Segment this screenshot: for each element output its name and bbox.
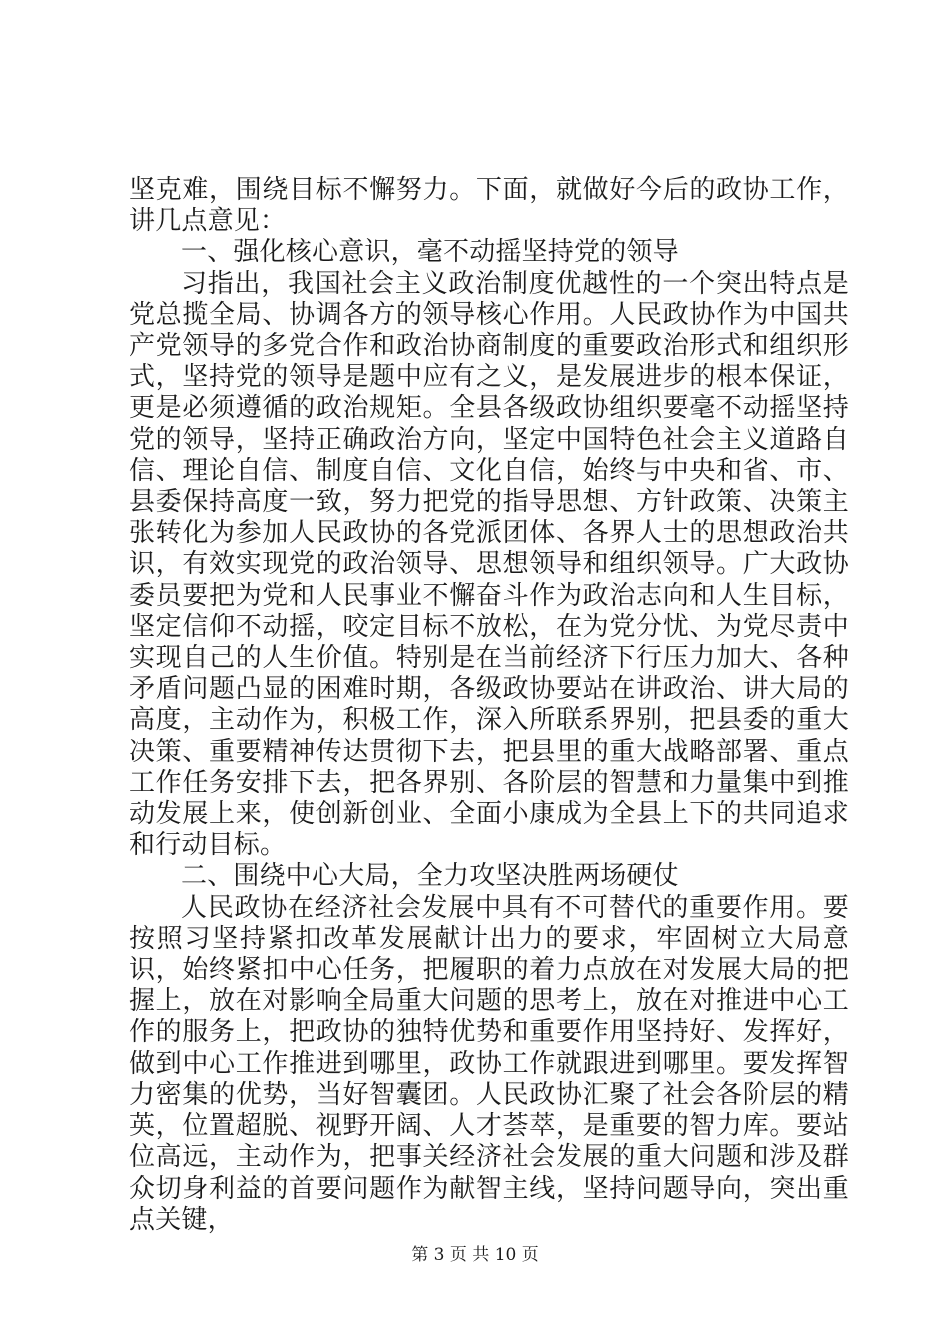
section-heading-2: 二、围绕中心大局，全力攻坚决胜两场硬仗 [181, 861, 679, 892]
page-number: 第 3 页 共 10 页 [411, 1245, 539, 1265]
page-footer [0, 1244, 950, 1266]
paragraph-section-1: 习指出，我国社会主义政治制度优越性的一个突出特点是党总揽全局、协调各方的领导核心作用。人民政协作为中国共产党领导的多党合作和政治协商制度的重要政治形式和组织形式，坚持党的领导是题中应有之义，是发展进步的根本保证，更是必须遵循的政治规矩。全县各级政协组织要毫不动摇坚持党的领导，坚持正确政治方向，坚定中国特色社会主义道路自信、理论自信、制度自信、文化自信，始终与中央和省、市、县委保持高度一致，努力把党的指导思想、方针政策、决策主张转化为参加人民政协的各党派团体、各界人士的思想政治共识，有效实现党的政治领导、思想领导和组织领导。广大政协委员要把为党和人民事业不懈奋斗作为政治志向和人生目标，坚定信仰不动摇，咬定目标不放松，在为党分忧、为党尽责中实现自己的人生价值。特别是在当前经济下行压力加大、各种矛盾问题凸显的困难时期，各级政协要站在讲政治、讲大局的高度，主动作为，积极工作，深入所联系界别，把县委的重大决策、重要精神传达贯彻下去，把县里的重大战略部署、重点工作任务安排下去，把各界别、各阶层的智慧和力量集中到推动发展上来，使创新创业、全面小康成为全县上下的共同追求和行动目标。 [129, 268, 849, 861]
paragraph-section-2: 人民政协在经济社会发展中具有不可替代的重要作用。要按照习坚持紧扣改革发展献计出力的要求，牢固树立大局意识，始终紧扣中心任务，把履职的着力点放在对发展大局的把握上，放在对影响全局重大问题的思考上，放在对推进中心工作的服务上，把政协的独特优势和重要作用坚持好、发挥好，做到中心工作推进到哪里，政协工作就跟进到哪里。要发挥智力密集的优势，当好智囊团。人民政协汇聚了社会各阶层的精英，位置超脱、视野开阔、人才荟萃，是重要的智力库。要站位高远，主动作为，把事关经济社会发展的重大问题和涉及群众切身利益的首要问题作为献智主线，坚持问题导向，突出重点关键， [129, 892, 849, 1235]
section-heading-1: 一、强化核心意识，毫不动摇坚持党的领导 [181, 237, 679, 268]
body-text [129, 175, 849, 1236]
paragraph-continuation: 坚克难，围绕目标不懈努力。下面，就做好今后的政协工作，讲几点意见： [129, 175, 849, 237]
